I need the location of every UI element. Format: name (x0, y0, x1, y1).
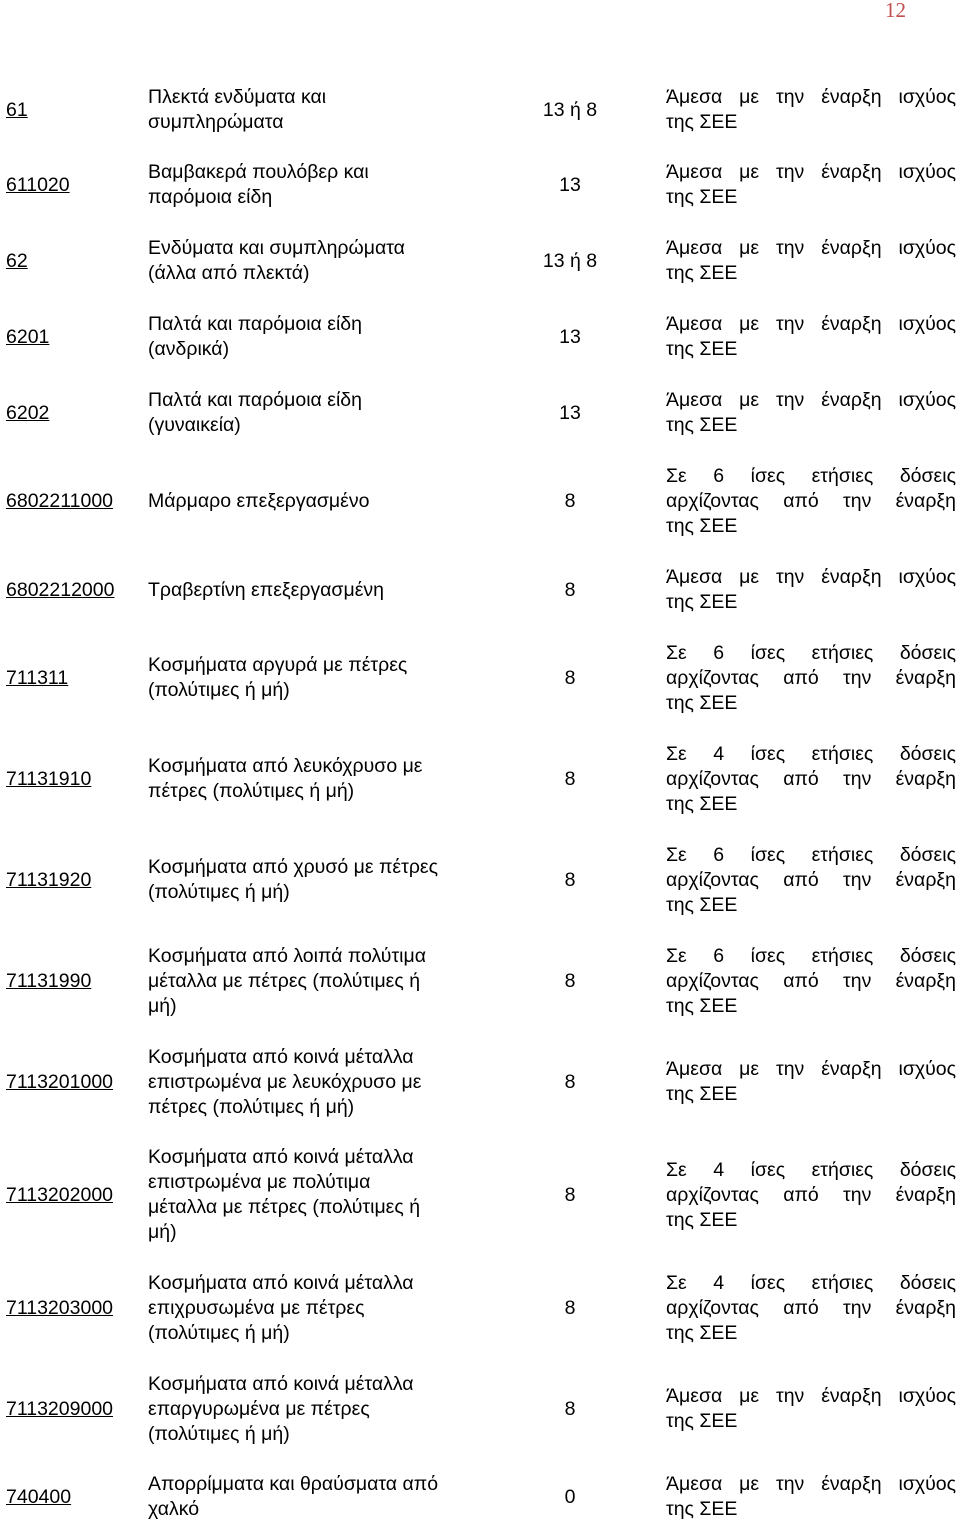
schedule-line: αρχίζοντας από την έναρξη (666, 666, 956, 689)
schedule-line: Σε 4 ίσες ετήσιες δόσεις (666, 1271, 956, 1294)
product-description (148, 160, 478, 210)
description-line: (πολύτιμες ή μή) (148, 679, 290, 701)
description-line: Απορρίμματα και θραύσματα από (148, 1473, 439, 1495)
table-row (0, 312, 960, 362)
schedule-line: της ΣΕΕ (666, 111, 738, 133)
phase-out-schedule (666, 843, 956, 918)
description-line: Κοσμήματα από λευκόχρυσο με (148, 755, 423, 777)
description-line: μέταλλα με πέτρες (πολύτιμες ή (148, 1196, 421, 1218)
schedule-line: της ΣΕΕ (666, 186, 738, 208)
description-line: Μάρμαρο επεξεργασμένο (148, 489, 370, 512)
table-row (0, 1270, 960, 1346)
table-row (0, 160, 960, 210)
description-line: Ενδύματα και συμπληρώματα (148, 237, 405, 259)
table-row (0, 85, 960, 135)
tariff-code: 71131910 (6, 768, 92, 790)
schedule-line: της ΣΕΕ (666, 893, 738, 916)
description-line: (άλλα από πλεκτά) (148, 262, 310, 284)
description-line: (γυναικεία) (148, 414, 241, 436)
phase-out-schedule (666, 160, 956, 210)
product-description (148, 312, 478, 362)
description-line: Κοσμήματα από κοινά μέταλλα (148, 1045, 414, 1068)
schedule-line: της ΣΕΕ (666, 1410, 738, 1432)
description-line: επαργυρωμένα με πέτρες (148, 1397, 370, 1420)
description-line: Παλτά και παρόμοια είδη (148, 389, 362, 411)
table-row (0, 943, 960, 1019)
schedule-line: αρχίζοντας από την έναρξη (666, 489, 956, 512)
description-line: επιχρυσωμένα με πέτρες (148, 1296, 365, 1319)
product-description (148, 944, 478, 1019)
duty-rate: 0 (564, 1486, 576, 1508)
tariff-code: 711311 (6, 667, 69, 689)
schedule-line: Σε 4 ίσες ετήσιες δόσεις (666, 742, 956, 765)
tariff-code: 611020 (6, 174, 70, 196)
product-description (148, 754, 478, 804)
product-description (148, 236, 478, 286)
table-row (0, 1472, 960, 1522)
schedule-line: της ΣΕΕ (666, 1208, 738, 1231)
schedule-line: αρχίζοντας από την έναρξη (666, 1296, 956, 1319)
phase-out-schedule (666, 1384, 956, 1434)
description-line: χαλκό (148, 1498, 200, 1520)
tariff-code: 6802211000 (6, 490, 114, 512)
phase-out-schedule (666, 641, 956, 716)
schedule-line: της ΣΕΕ (666, 262, 738, 284)
duty-rate: 8 (564, 1184, 576, 1206)
phase-out-schedule (666, 1472, 956, 1522)
schedule-line: της ΣΕΕ (666, 591, 738, 613)
schedule-line: της ΣΕΕ (666, 414, 738, 436)
table-row (0, 1371, 960, 1447)
schedule-line: αρχίζοντας από την έναρξη (666, 868, 956, 891)
description-line: συμπληρώματα (148, 111, 284, 133)
schedule-line: αρχίζοντας από την έναρξη (666, 969, 956, 992)
phase-out-schedule (666, 236, 956, 286)
tariff-code: 71131990 (6, 970, 92, 992)
duty-rate: 13 ή 8 (542, 250, 598, 272)
schedule-line: της ΣΕΕ (666, 691, 738, 714)
table-row (0, 463, 960, 539)
schedule-line: Σε 6 ίσες ετήσιες δόσεις (666, 843, 956, 866)
schedule-line: Άμεσα με την έναρξη ισχύος (666, 389, 956, 411)
description-line: επιστρωμένα με πολύτιμα (148, 1171, 371, 1193)
description-line: πέτρες (πολύτιμες ή μή) (148, 780, 355, 802)
schedule-line: Σε 6 ίσες ετήσιες δόσεις (666, 464, 956, 487)
tariff-code: 6202 (6, 402, 50, 424)
description-line: Βαμβακερά πουλόβερ και (148, 161, 369, 183)
description-line: παρόμοια είδη (148, 186, 273, 208)
product-description (148, 855, 478, 905)
schedule-line: της ΣΕΕ (666, 514, 738, 537)
table-row (0, 1044, 960, 1120)
duty-rate: 8 (564, 970, 576, 992)
phase-out-schedule (666, 565, 956, 615)
table-row (0, 388, 960, 438)
duty-rate: 8 (564, 869, 576, 891)
duty-rate: 8 (564, 579, 576, 601)
duty-rate: 8 (564, 1297, 576, 1319)
product-description (148, 1372, 478, 1447)
product-description (148, 578, 478, 603)
product-description (148, 489, 478, 514)
schedule-line: Άμεσα με την έναρξη ισχύος (666, 566, 956, 588)
description-line: Παλτά και παρόμοια είδη (148, 313, 362, 335)
schedule-line: Άμεσα με την έναρξη ισχύος (666, 313, 956, 335)
tariff-code: 71131920 (6, 869, 92, 891)
duty-rate: 13 (559, 402, 581, 424)
schedule-line: αρχίζοντας από την έναρξη (666, 767, 956, 790)
phase-out-schedule (666, 388, 956, 438)
tariff-code: 7113202000 (6, 1184, 114, 1206)
duty-rate: 8 (564, 1398, 576, 1420)
duty-rate: 13 (559, 326, 581, 348)
product-description (148, 1271, 478, 1346)
phase-out-schedule (666, 464, 956, 539)
description-line: Κοσμήματα από χρυσό με πέτρες (148, 856, 439, 878)
table-row (0, 741, 960, 817)
schedule-line: της ΣΕΕ (666, 1498, 738, 1520)
table-row (0, 1145, 960, 1245)
product-description (148, 388, 478, 438)
schedule-line: Άμεσα με την έναρξη ισχύος (666, 1385, 956, 1407)
schedule-line: Άμεσα με την έναρξη ισχύος (666, 237, 956, 259)
table-row (0, 842, 960, 918)
schedule-line: Άμεσα με την έναρξη ισχύος (666, 1473, 956, 1495)
duty-rate: 8 (564, 667, 576, 689)
table-row (0, 640, 960, 716)
description-line: (πολύτιμες ή μή) (148, 881, 290, 903)
schedule-line: Άμεσα με την έναρξη ισχύος (666, 86, 956, 108)
tariff-code: 7113209000 (6, 1398, 114, 1420)
phase-out-schedule (666, 85, 956, 135)
page-number: 12 (885, 0, 906, 22)
description-line: (ανδρικά) (148, 338, 230, 360)
product-description (148, 1472, 478, 1522)
description-line: Κοσμήματα από λοιπά πολύτιμα (148, 944, 426, 967)
phase-out-schedule (666, 1057, 956, 1107)
product-description (148, 85, 478, 135)
description-line: επιστρωμένα με λευκόχρυσο με (148, 1070, 422, 1093)
description-line: μέταλλα με πέτρες (πολύτιμες ή (148, 969, 421, 992)
product-description (148, 1145, 478, 1245)
tariff-code: 740400 (6, 1486, 72, 1508)
tariff-code: 61 (6, 99, 28, 121)
duty-rate: 13 ή 8 (542, 99, 598, 121)
phase-out-schedule (666, 1271, 956, 1346)
description-line: Κοσμήματα από κοινά μέταλλα (148, 1271, 414, 1294)
phase-out-schedule (666, 312, 956, 362)
table-row (0, 565, 960, 615)
tariff-code: 62 (6, 250, 28, 272)
schedule-line: της ΣΕΕ (666, 1083, 738, 1105)
duty-rate: 8 (564, 1071, 576, 1093)
description-line: πέτρες (πολύτιμες ή μή) (148, 1095, 355, 1118)
description-line: Πλεκτά ενδύματα και (148, 86, 327, 108)
product-description (148, 1045, 478, 1120)
duty-rate: 13 (559, 174, 581, 196)
schedule-line: Σε 6 ίσες ετήσιες δόσεις (666, 641, 956, 664)
description-line: μή) (148, 1221, 177, 1243)
schedule-line: της ΣΕΕ (666, 994, 738, 1017)
tariff-code: 7113203000 (6, 1297, 114, 1319)
tariff-code: 6802212000 (6, 579, 115, 601)
product-description (148, 653, 478, 703)
schedule-line: της ΣΕΕ (666, 792, 738, 815)
schedule-line: Σε 4 ίσες ετήσιες δόσεις (666, 1158, 956, 1181)
schedule-line: της ΣΕΕ (666, 338, 738, 360)
tariff-code: 6201 (6, 326, 50, 348)
phase-out-schedule (666, 1158, 956, 1233)
tariff-code: 7113201000 (6, 1071, 114, 1093)
description-line: Κοσμήματα από κοινά μέταλλα (148, 1146, 414, 1168)
schedule-line: Άμεσα με την έναρξη ισχύος (666, 1058, 956, 1080)
schedule-line: αρχίζοντας από την έναρξη (666, 1183, 956, 1206)
duty-rate: 8 (564, 768, 576, 790)
description-line: Κοσμήματα αργυρά με πέτρες (148, 654, 408, 676)
schedule-line: της ΣΕΕ (666, 1321, 738, 1344)
phase-out-schedule (666, 742, 956, 817)
description-line: (πολύτιμες ή μή) (148, 1321, 290, 1344)
description-line: Τραβερτίνη επεξεργασμένη (148, 578, 384, 601)
schedule-line: Σε 6 ίσες ετήσιες δόσεις (666, 944, 956, 967)
description-line: Κοσμήματα από κοινά μέταλλα (148, 1372, 414, 1395)
description-line: μή) (148, 994, 177, 1017)
table-row (0, 236, 960, 286)
schedule-line: Άμεσα με την έναρξη ισχύος (666, 161, 956, 183)
description-line: (πολύτιμες ή μή) (148, 1422, 290, 1445)
phase-out-schedule (666, 944, 956, 1019)
duty-rate: 8 (564, 490, 576, 512)
